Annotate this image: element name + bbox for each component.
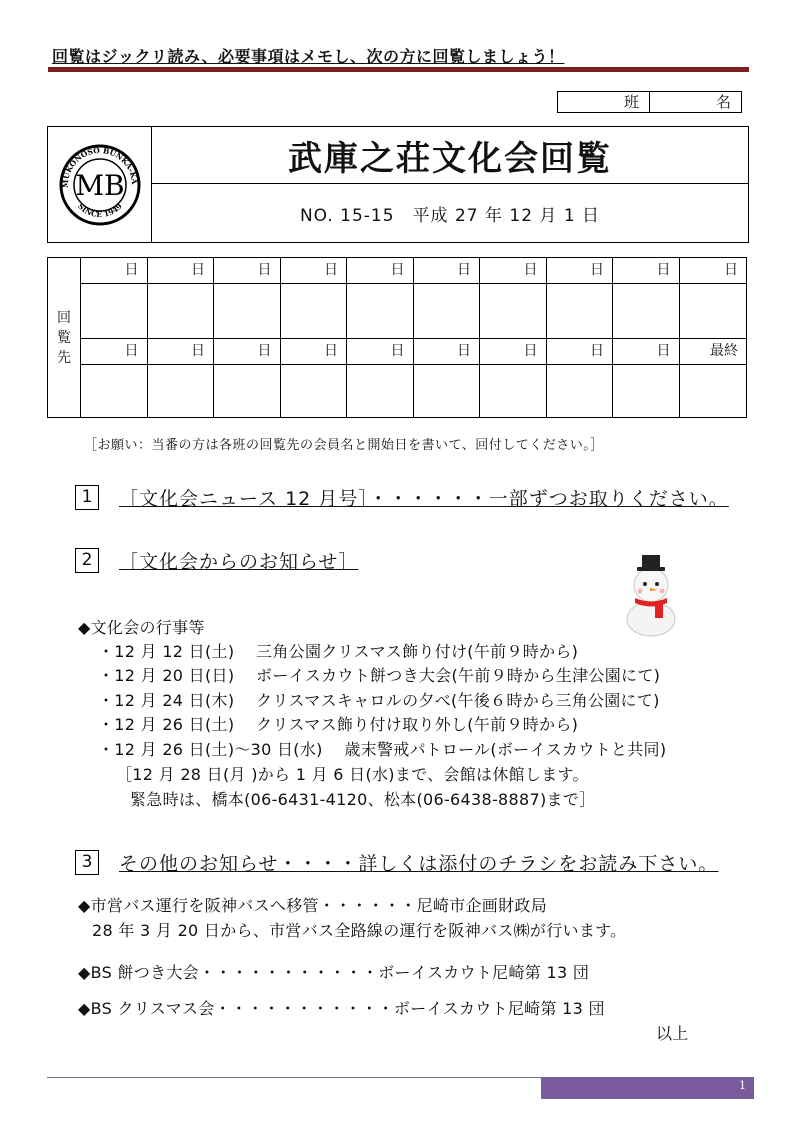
member-name-cell[interactable]	[347, 284, 414, 339]
logo-cell	[48, 127, 152, 242]
section-2-heading	[75, 547, 358, 574]
event-item: ・12 月 12 日(土) 三角公園クリスマス飾り付け(午前９時から)	[98, 642, 579, 661]
member-name-cell[interactable]	[613, 284, 680, 339]
notice-item: ◆BS 餅つき大会・・・・・・・・・・・ボーイスカウト尼崎第 13 団	[78, 963, 590, 982]
circulation-label-char: 覧	[57, 329, 71, 346]
member-name-cell[interactable]	[281, 284, 348, 339]
newsletter-title: 武庫之荘文化会回覧	[152, 127, 748, 184]
circulation-instruction-banner: 回覧はジックリ読み、必要事項はメモし、次の方に回覧しましょう！	[52, 47, 565, 66]
closure-notice: ［12 月 28 日(月 )から 1 月 6 日(水)まで、会館は休館します。	[116, 765, 589, 784]
member-name-cell[interactable]	[480, 284, 547, 339]
member-name-cell[interactable]	[547, 284, 614, 339]
logo-ring-bottom: SINCE 1949	[75, 201, 124, 219]
date-cell[interactable]: 日	[414, 339, 481, 365]
section-title: ［文化会ニュース 12 月号］・・・・・・一部ずつお取りください。	[119, 488, 729, 510]
member-name-cell[interactable]	[214, 365, 281, 417]
group-label: 班	[558, 92, 650, 112]
member-name-cell[interactable]	[281, 365, 348, 417]
group-name-box	[557, 91, 742, 113]
date-cell[interactable]: 日	[148, 258, 215, 284]
issue-number-date: NO. 15-15 平成 27 年 12 月 1 日	[299, 205, 601, 226]
section-3-heading	[75, 849, 718, 876]
newsletter-header	[47, 126, 749, 243]
date-cell[interactable]: 日	[414, 258, 481, 284]
request-note: ［お願い：当番の方は各班の回覧先の会員名と開始日を書いて、回付してください。］	[84, 438, 604, 453]
member-name-cell[interactable]	[547, 365, 614, 417]
page-number: 1	[739, 1079, 746, 1092]
footer-bar	[541, 1077, 754, 1099]
member-name-cell[interactable]	[214, 284, 281, 339]
circulation-label	[48, 258, 81, 417]
event-item: ・12 月 26 日(土)～30 日(水) 歳末警戒パトロール(ボーイスカウトと共同)	[98, 740, 667, 759]
member-name-cell[interactable]	[81, 284, 148, 339]
section-number: 1	[75, 485, 99, 510]
closing-remark: 以上	[656, 1024, 689, 1043]
notice-item: ◆BS クリスマス会・・・・・・・・・・・ボーイスカウト尼崎第 13 団	[78, 999, 605, 1018]
date-cell[interactable]: 日	[81, 258, 148, 284]
date-cell[interactable]: 日	[214, 339, 281, 365]
section-number: 3	[75, 850, 99, 875]
date-cell[interactable]: 日	[480, 339, 547, 365]
section-title: ［文化会からのお知らせ］	[119, 551, 359, 573]
svg-text:SINCE 1949	[76, 201, 124, 218]
mb-logo	[59, 144, 141, 226]
date-cell[interactable]: 日	[547, 258, 614, 284]
event-item: ・12 月 26 日(土) クリスマス飾り付け取り外し(午前９時から)	[98, 715, 579, 734]
circulation-label-char: 先	[57, 349, 71, 366]
member-name-cell[interactable]	[613, 365, 680, 417]
member-name-cell[interactable]	[414, 365, 481, 417]
member-name-cell[interactable]	[148, 284, 215, 339]
date-cell[interactable]: 日	[214, 258, 281, 284]
member-name-cell[interactable]	[81, 365, 148, 417]
date-cell[interactable]: 日	[613, 339, 680, 365]
date-cell[interactable]: 日	[347, 339, 414, 365]
section-title: その他のお知らせ・・・・詳しくは添付のチラシをお読み下さい。	[119, 853, 719, 875]
date-cell[interactable]: 日	[347, 258, 414, 284]
date-cell[interactable]: 日	[81, 339, 148, 365]
date-cell[interactable]: 日	[281, 339, 348, 365]
member-name-cell[interactable]	[680, 284, 747, 339]
logo-ring-top: MUKONOSO BUNKA-KA	[60, 145, 139, 188]
snowman-illustration	[615, 547, 687, 637]
member-name-cell[interactable]	[480, 365, 547, 417]
date-cell[interactable]: 日	[680, 258, 747, 284]
section-number: 2	[75, 548, 99, 573]
notice-detail: 28 年 3 月 20 日から、市営バス全路線の運行を阪神バス㈱が行います。	[92, 921, 627, 940]
section-1-heading	[75, 484, 729, 511]
circulation-label-char: 回	[57, 309, 71, 326]
member-name-cell[interactable]	[148, 365, 215, 417]
final-date-cell[interactable]: 最終	[680, 339, 747, 365]
member-name-cell[interactable]	[680, 365, 747, 417]
date-cell[interactable]: 日	[281, 258, 348, 284]
emergency-contact: 緊急時は、橋本(06-6431-4120、松本(06-6438-8887)まで］	[130, 790, 596, 809]
banner-rule	[48, 67, 749, 72]
notice-item: ◆市営バス運行を阪神バスへ移管・・・・・・尼崎市企画財政局	[78, 896, 548, 915]
circulation-table	[47, 257, 747, 418]
date-cell[interactable]: 日	[148, 339, 215, 365]
date-cell[interactable]: 日	[480, 258, 547, 284]
member-name-cell[interactable]	[347, 365, 414, 417]
logo-letters: MB	[74, 168, 125, 202]
date-cell[interactable]: 日	[547, 339, 614, 365]
name-label: 名	[715, 93, 731, 111]
event-item: ・12 月 20 日(日) ボーイスカウト餅つき大会(午前９時から生津公園にて)	[98, 666, 661, 685]
events-heading: ◆文化会の行事等	[78, 618, 205, 637]
member-name-cell[interactable]	[414, 284, 481, 339]
event-item: ・12 月 24 日(木) クリスマスキャロルの夕べ(午後６時から三角公園にて)	[98, 691, 660, 710]
date-cell[interactable]: 日	[613, 258, 680, 284]
circulation-grid	[81, 258, 746, 417]
